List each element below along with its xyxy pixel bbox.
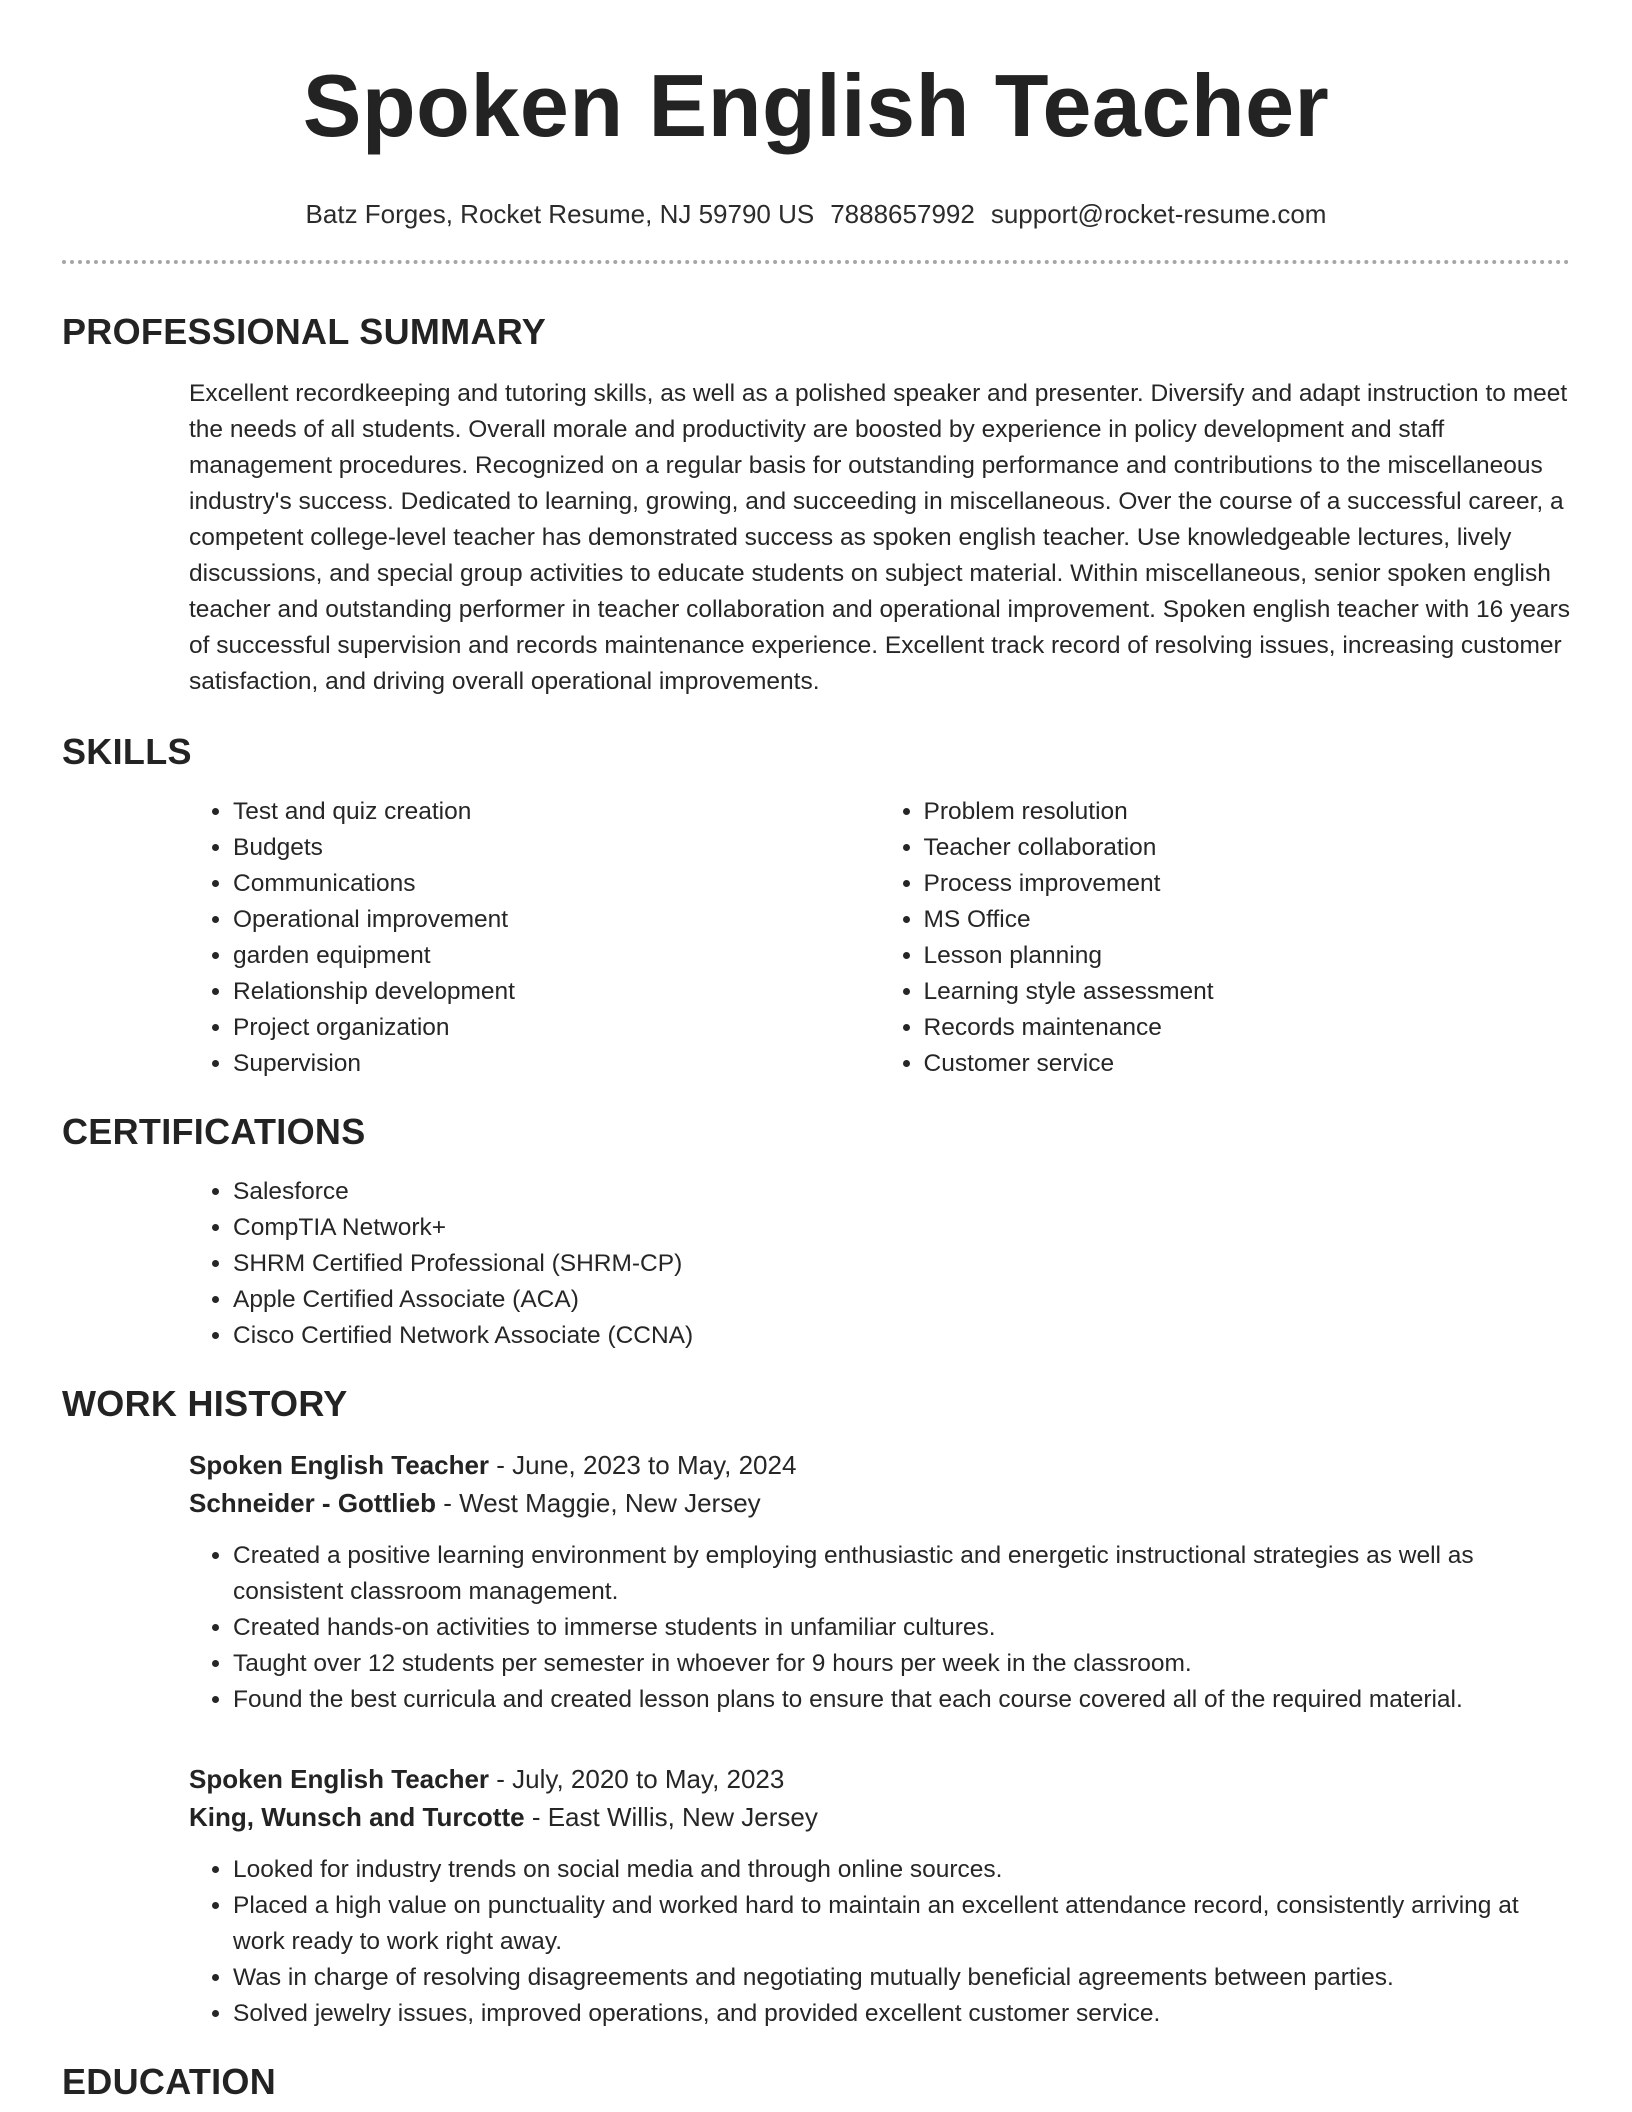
skills-grid xyxy=(189,794,1570,1082)
job-title-line xyxy=(189,1446,1570,1484)
job-bullet: • Looked for industry trends on social media and through online sources. xyxy=(233,1852,1570,1888)
job-bullet: • Solved jewelry issues, improved operations, and provided excellent customer service. xyxy=(233,1996,1570,2032)
job-bullet: • Placed a high value on punctuality and worked hard to maintain an excellent attendance record, consistently arriving at work ready to work right away. xyxy=(233,1888,1570,1960)
work-history-heading: WORK HISTORY xyxy=(62,1383,348,1424)
job-title: Spoken English Teacher xyxy=(189,1450,490,1480)
job-bullet: • Was in charge of resolving disagreements and negotiating mutually beneficial agreements between parties. xyxy=(233,1960,1570,1996)
skill-item: • Teacher collaboration xyxy=(924,830,1571,866)
job-location: - West Maggie, New Jersey xyxy=(436,1488,761,1518)
job-dates: - June, 2023 to May, 2024 xyxy=(489,1450,797,1480)
job-dates: - July, 2020 to May, 2023 xyxy=(489,1764,785,1794)
certifications-list xyxy=(189,1174,1570,1354)
certification-item: • CompTIA Network+ xyxy=(233,1210,1570,1246)
certifications-body xyxy=(189,1174,1570,1354)
certification-item: • Cisco Certified Network Associate (CCNA) xyxy=(233,1318,1570,1354)
summary-text: Excellent recordkeeping and tutoring skills, as well as a polished speaker and presenter. Diversify and adapt instruction to meet the needs of all students. Overall morale and productivity are boosted by experience in policy development and staff management procedures. Recognized on a regular basis for outstanding performance and contributions to the miscellaneous industry's success. Dedicated to learning, growing, and succeeding in miscellaneous. Over the course of a successful career, a competent college-level teacher has demonstrated success as spoken english teacher. Use knowledgeable lectures, lively discussions, and special group activities to educate students on subject material. Within miscellaneous, senior spoken english teacher and outstanding performer in teacher collaboration and operational improvement. Spoken english teacher with 16 years of successful supervision and records maintenance experience. Excellent track record of resolving issues, increasing customer satisfaction, and driving overall operational improvements. xyxy=(189,380,1570,695)
job-bullets xyxy=(189,1852,1570,2032)
skills-heading: SKILLS xyxy=(62,731,192,772)
job-bullet: • Found the best curricula and created lesson plans to ensure that each course covered all of the required material. xyxy=(233,1682,1570,1718)
job-title-line xyxy=(189,1760,1570,1798)
skill-item: • Learning style assessment xyxy=(924,974,1571,1010)
skill-item: • garden equipment xyxy=(233,938,880,974)
skill-item: • MS Office xyxy=(924,902,1571,938)
skill-item: • Communications xyxy=(233,866,880,902)
skill-item: • Lesson planning xyxy=(924,938,1571,974)
skill-item: • Test and quiz creation xyxy=(233,794,880,830)
certifications-heading: CERTIFICATIONS xyxy=(62,1111,366,1152)
certification-item: • Apple Certified Associate (ACA) xyxy=(233,1282,1570,1318)
summary-heading: PROFESSIONAL SUMMARY xyxy=(62,311,547,352)
skills-right-list xyxy=(880,794,1571,1082)
contact-email: support@rocket-resume.com xyxy=(990,199,1327,229)
job-bullet: • Created hands-on activities to immerse students in unfamiliar cultures. xyxy=(233,1610,1570,1646)
skills-left-list xyxy=(189,794,880,1082)
skill-item: • Records maintenance xyxy=(924,1010,1571,1046)
skill-item: • Operational improvement xyxy=(233,902,880,938)
education-heading: EDUCATION xyxy=(62,2061,277,2102)
job-entry xyxy=(189,1760,1570,2032)
job-bullet: • Taught over 12 students per semester in whoever for 9 hours per week in the classroom. xyxy=(233,1646,1570,1682)
skill-item: • Supervision xyxy=(233,1046,880,1082)
certification-item: • SHRM Certified Professional (SHRM-CP) xyxy=(233,1246,1570,1282)
job-location: - East Willis, New Jersey xyxy=(524,1802,818,1832)
header-divider xyxy=(62,260,1570,264)
job-org-line xyxy=(189,1798,1570,1836)
job-bullet: • Created a positive learning environment by employing enthusiastic and energetic instructional strategies as well as consistent classroom management. xyxy=(233,1538,1570,1610)
job-entry xyxy=(189,1446,1570,1718)
skill-item: • Problem resolution xyxy=(924,794,1571,830)
skill-item: • Project organization xyxy=(233,1010,880,1046)
job-title: Spoken English Teacher xyxy=(189,1764,490,1794)
job-company: King, Wunsch and Turcotte xyxy=(189,1802,525,1832)
job-org-line xyxy=(189,1484,1570,1522)
skill-item: • Budgets xyxy=(233,830,880,866)
contact-line xyxy=(62,198,1570,230)
certification-item: • Salesforce xyxy=(233,1174,1570,1210)
work-history-body xyxy=(189,1446,1570,2032)
contact-phone: 7888657992 xyxy=(830,199,975,229)
resume-name: Spoken English Teacher xyxy=(302,56,1330,155)
job-company: Schneider - Gottlieb xyxy=(189,1488,437,1518)
contact-address: Batz Forges, Rocket Resume, NJ 59790 US xyxy=(305,199,815,229)
skill-item: • Relationship development xyxy=(233,974,880,1010)
skill-item: • Customer service xyxy=(924,1046,1571,1082)
skill-item: • Process improvement xyxy=(924,866,1571,902)
job-bullets xyxy=(189,1538,1570,1718)
